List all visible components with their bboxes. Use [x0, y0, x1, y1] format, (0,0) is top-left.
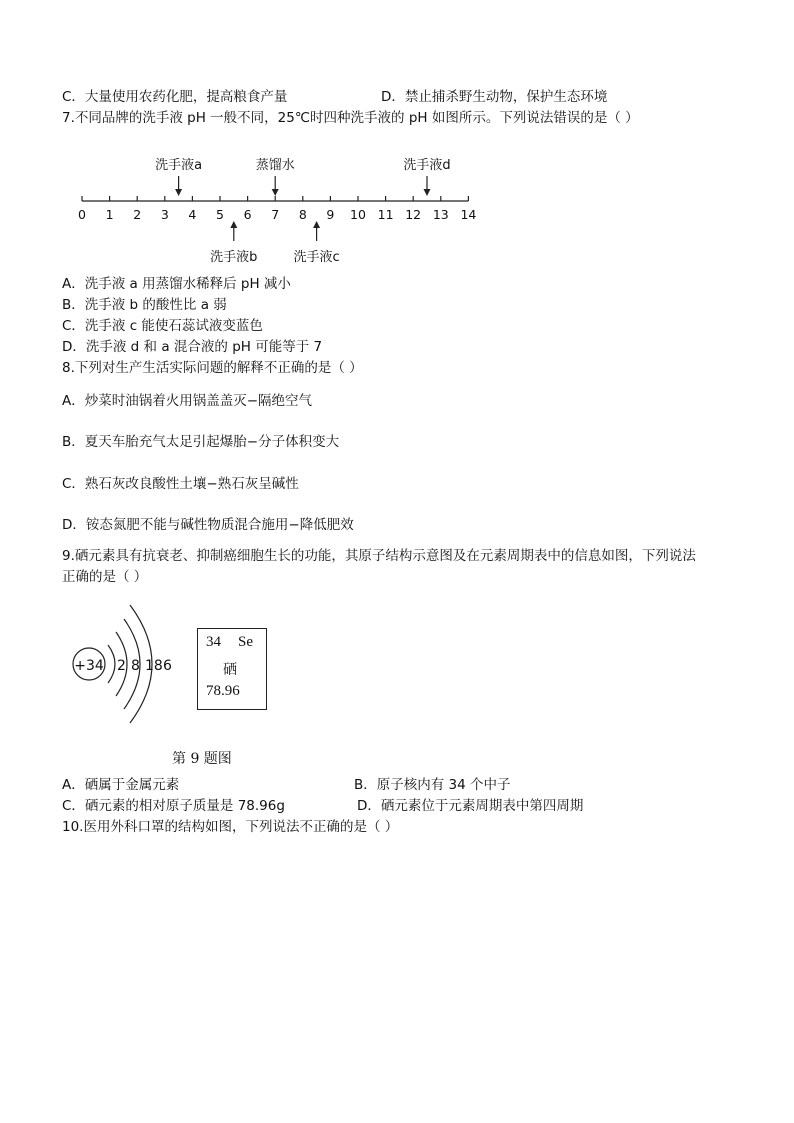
atomic-mass: 78.96 — [206, 683, 240, 699]
q7-stem: 7.不同品牌的洗手液 pH 一般不同，25℃时四种洗手液的 pH 如图所示。下列说法错误的是（ ） — [62, 110, 639, 126]
ph-tick-label: 6 — [243, 207, 252, 222]
shell-electrons-2: 8 — [131, 658, 140, 674]
q8-option-a: A．炒菜时油锅着火用锅盖盖灭−隔绝空气 — [62, 393, 313, 409]
element-name: 硒 — [223, 662, 237, 678]
q7-option-a: A．洗手液 a 用蒸馏水稀释后 pH 减小 — [62, 276, 291, 292]
shell-electrons-4: 6 — [163, 658, 172, 674]
q9-stem-line2: 正确的是（ ） — [62, 569, 148, 585]
ph-scale-diagram — [70, 140, 490, 270]
ph-tick-label: 0 — [78, 207, 86, 222]
ph-marker-label: 洗手液a — [155, 158, 203, 173]
q7-option-c: C．洗手液 c 能使石蕊试液变蓝色 — [62, 318, 263, 334]
element-symbol: Se — [238, 634, 253, 650]
nucleus-charge: +34 — [74, 658, 104, 674]
ph-tick-label: 7 — [271, 207, 280, 222]
ph-tick-label: 2 — [133, 207, 142, 222]
electron-shell-1 — [108, 645, 115, 683]
marker-arrowhead — [313, 221, 320, 228]
shell-electrons-3: 18 — [145, 658, 163, 674]
ph-tick-label: 4 — [188, 207, 197, 222]
ph-tick-label: 5 — [216, 207, 224, 222]
marker-arrowhead — [230, 221, 237, 228]
ph-tick-label: 13 — [432, 207, 449, 222]
ph-tick-label: 12 — [405, 207, 422, 222]
q8-stem: 8.下列对生产生活实际问题的解释不正确的是（ ） — [62, 360, 363, 376]
q9-figure-caption: 第 9 题图 — [172, 751, 232, 767]
ph-tick-label: 1 — [105, 207, 114, 222]
q9-option-c: C．硒元素的相对原子质量是 78.96g — [62, 798, 285, 814]
ph-marker-label: 洗手液b — [210, 250, 258, 265]
atomic-number: 34 — [206, 634, 221, 650]
ph-tick-label: 14 — [460, 207, 477, 222]
q8-option-c: C．熟石灰改良酸性土壤−熟石灰呈碱性 — [62, 476, 299, 492]
q9-option-b: B．原子核内有 34 个中子 — [354, 777, 511, 793]
selenium-atom-diagram — [70, 590, 195, 740]
ph-tick-label: 8 — [298, 207, 307, 222]
periodic-table-cell — [197, 628, 267, 710]
q8-option-b: B．夏天车胎充气太足引起爆胎−分子体积变大 — [62, 434, 340, 450]
q6-option-c: C．大量使用农药化肥，提高粮食产量 — [62, 89, 288, 105]
q7-option-d: D．洗手液 d 和 a 混合液的 pH 可能等于 7 — [62, 339, 323, 355]
q9-stem-line1: 9.硒元素具有抗衰老、抑制癌细胞生长的功能，其原子结构示意图及在元素周期表中的信息如图，下列说法 — [62, 548, 696, 564]
marker-arrowhead — [424, 189, 431, 196]
ph-tick-label: 9 — [326, 207, 335, 222]
ph-tick-label: 11 — [377, 207, 394, 222]
q9-option-a: A．硒属于金属元素 — [62, 777, 180, 793]
ph-marker-label: 蒸馏水 — [255, 158, 295, 173]
q8-option-d: D．铵态氮肥不能与碱性物质混合施用−降低肥效 — [62, 517, 354, 533]
ph-tick-label: 10 — [350, 207, 366, 222]
ph-marker-label: 洗手液d — [403, 158, 451, 173]
ph-marker-label: 洗手液c — [293, 250, 340, 265]
marker-arrowhead — [272, 189, 279, 196]
ph-tick-label: 3 — [160, 207, 169, 222]
shell-electrons-1: 2 — [117, 658, 126, 674]
q10-stem: 10.医用外科口罩的结构如图，下列说法不正确的是（ ） — [62, 819, 399, 835]
q7-option-b: B．洗手液 b 的酸性比 a 弱 — [62, 297, 227, 313]
marker-arrowhead — [175, 189, 182, 196]
q6-option-d: D．禁止捕杀野生动物，保护生态环境 — [381, 89, 608, 105]
q9-option-d: D．硒元素位于元素周期表中第四周期 — [357, 798, 584, 814]
